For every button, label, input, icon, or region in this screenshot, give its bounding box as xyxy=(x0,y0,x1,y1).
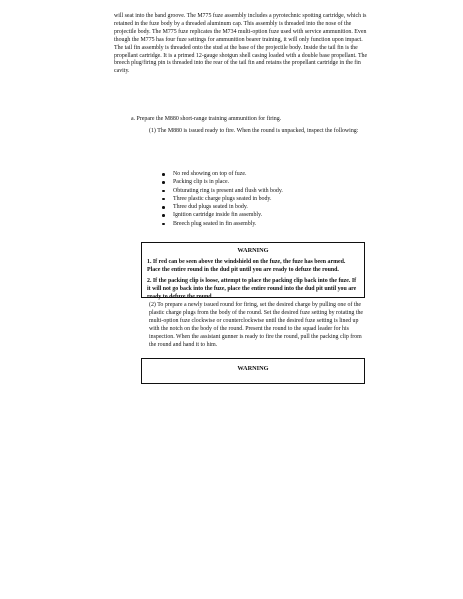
list-item-text: Three plastic charge plugs seated in body. xyxy=(173,195,272,202)
bullet-icon xyxy=(162,181,165,184)
list-item-text: Packing clip is in place. xyxy=(173,179,230,186)
list-item xyxy=(160,170,360,178)
bullet-icon xyxy=(162,214,165,217)
subparagraph-1: (1) The M880 is issued ready to fire. When the round is unpacked, inspect the following: xyxy=(149,128,359,134)
subparagraph-2: (2) To prepare a newly issued round for firing, set the desired charge by pulling one of the plastic charge plugs from the body of the round. Set the desired fuze setting by rotating the multi-option fuze clockwise or counterclockwise until the desired fuze setting is lined up with the notch on the body of the round. Present the round to the squad leader for his inspection. When the assistant gunner is ready to fire the round, pull the packing clip from the round and hand it to him. xyxy=(149,302,364,348)
bullet-icon xyxy=(162,198,165,201)
warning-item-2: 2. If the packing clip is loose, attempt to place the packing clip back into the fuze. If it will not go back into the fuze, place the entire round into the dud pit until you are ready to defuze the round. xyxy=(147,278,357,300)
list-item xyxy=(160,195,360,203)
list-item-text: Three dud plugs seated in body. xyxy=(173,204,248,211)
list-item xyxy=(160,203,360,211)
list-item-text: No red showing on top of fuze. xyxy=(173,171,247,177)
bullet-icon xyxy=(162,223,165,226)
list-item xyxy=(160,220,360,228)
warning-title-2: WARNING xyxy=(237,365,269,372)
step-a-paragraph: a. Prepare the M880 short-range training ammunition for firing. xyxy=(131,116,282,122)
list-item xyxy=(160,178,360,186)
list-item xyxy=(160,187,360,195)
bullet-icon xyxy=(162,206,165,209)
bullet-icon xyxy=(162,173,165,176)
inspection-checklist xyxy=(160,170,360,228)
bullet-icon xyxy=(162,190,165,193)
list-item xyxy=(160,211,360,219)
warning-item-1: 1. If red can be seen above the windshield on the fuze, the fuze has been armed. Place the entire round in the dud pit until you are ready to defuze the round. xyxy=(147,259,346,273)
list-item-text: Ignition cartridge inside fin assembly. xyxy=(173,212,263,219)
warning-box-2 xyxy=(141,358,365,384)
intro-paragraph: will seat into the band groove. The M775 fuze assembly includes a pyrotechnic spotting cartridge, which is retained in the fuze body by a threaded aluminum cap. This assembly is threaded into the nose of the projectile body. The M775 fuze replicates the M734 multi-option fuze used with service ammunition. Even though the M775 has four fuze settings for ammunition bearer training, it will only function upon impact. The tail fin assembly is threaded onto the stud at the base of the projectile body. Inside the tail fin is the propellant cartridge. It is a primed 12-gauge shotgun shell casing loaded with a double base propellant. The breech plug/firing pin is threaded into the rear of the tail fin and retains the propellant cartridge in the fin cavity. xyxy=(114,13,368,75)
list-item-text: Obturating ring is present and flush with body. xyxy=(173,187,283,194)
warning-title: WARNING xyxy=(237,247,269,254)
list-item-text: Breech plug seated in fin assembly. xyxy=(173,220,257,227)
warning-box xyxy=(141,242,365,298)
